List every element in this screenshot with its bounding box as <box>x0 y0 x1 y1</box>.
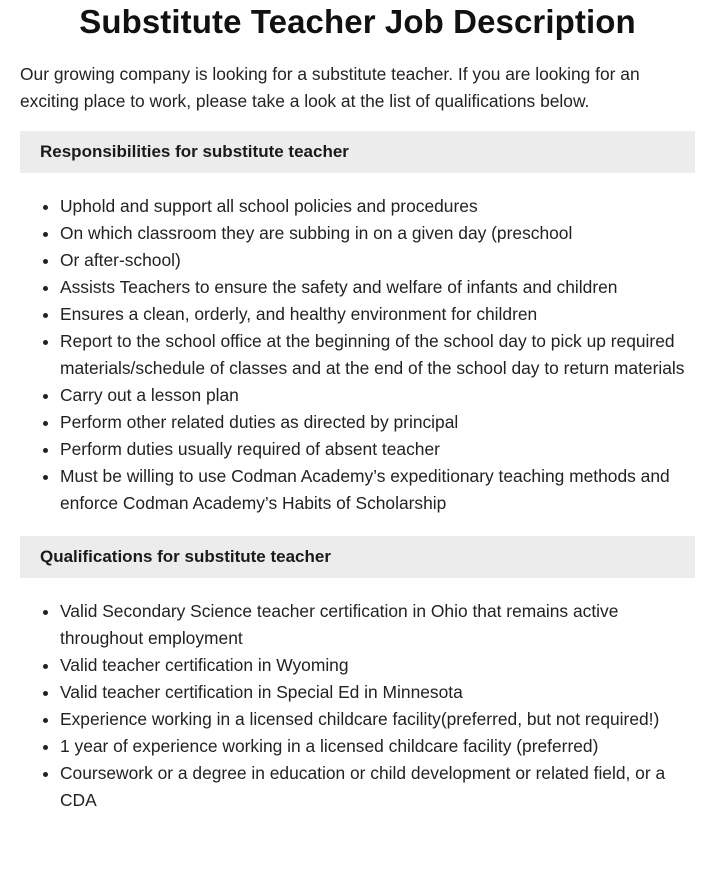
list-item: • Carry out a lesson plan <box>60 382 695 409</box>
list-item: • Experience working in a licensed childcare facility(preferred, but not required!) <box>60 706 695 733</box>
list-item: • Ensures a clean, orderly, and healthy environment for children <box>60 301 695 328</box>
list-item: • Or after-school) <box>60 247 695 274</box>
page-title: Substitute Teacher Job Description <box>79 3 636 40</box>
list-item: • Valid teacher certification in Wyoming <box>60 652 695 679</box>
qualifications-list <box>20 598 695 814</box>
list-item: • Perform other related duties as directed by principal <box>60 409 695 436</box>
qualifications-heading: Qualifications for substitute teacher <box>20 536 695 578</box>
list-item: • Assists Teachers to ensure the safety and welfare of infants and children <box>60 274 695 301</box>
list-item: • Perform duties usually required of absent teacher <box>60 436 695 463</box>
list-item: • Valid teacher certification in Special Ed in Minnesota <box>60 679 695 706</box>
list-item: • On which classroom they are subbing in on a given day (preschool <box>60 220 695 247</box>
list-item: • Uphold and support all school policies and procedures <box>60 193 695 220</box>
list-item: • Report to the school office at the beginning of the school day to pick up required materials/schedule of classes and at the end of the school day to return materials <box>60 328 695 382</box>
list-item: • 1 year of experience working in a licensed childcare facility (preferred) <box>60 733 695 760</box>
responsibilities-heading: Responsibilities for substitute teacher <box>20 131 695 173</box>
list-item: • Coursework or a degree in education or child development or related field, or a CDA <box>60 760 695 814</box>
list-item: • Valid Secondary Science teacher certification in Ohio that remains active throughout employment <box>60 598 695 652</box>
responsibilities-list <box>20 193 695 517</box>
list-item: • Must be willing to use Codman Academy’s expeditionary teaching methods and enforce Codman Academy’s Habits of Scholarship <box>60 463 695 517</box>
intro-paragraph: Our growing company is looking for a substitute teacher. If you are looking for an exciting place to work, please take a look at the list of qualifications below. <box>20 64 640 111</box>
